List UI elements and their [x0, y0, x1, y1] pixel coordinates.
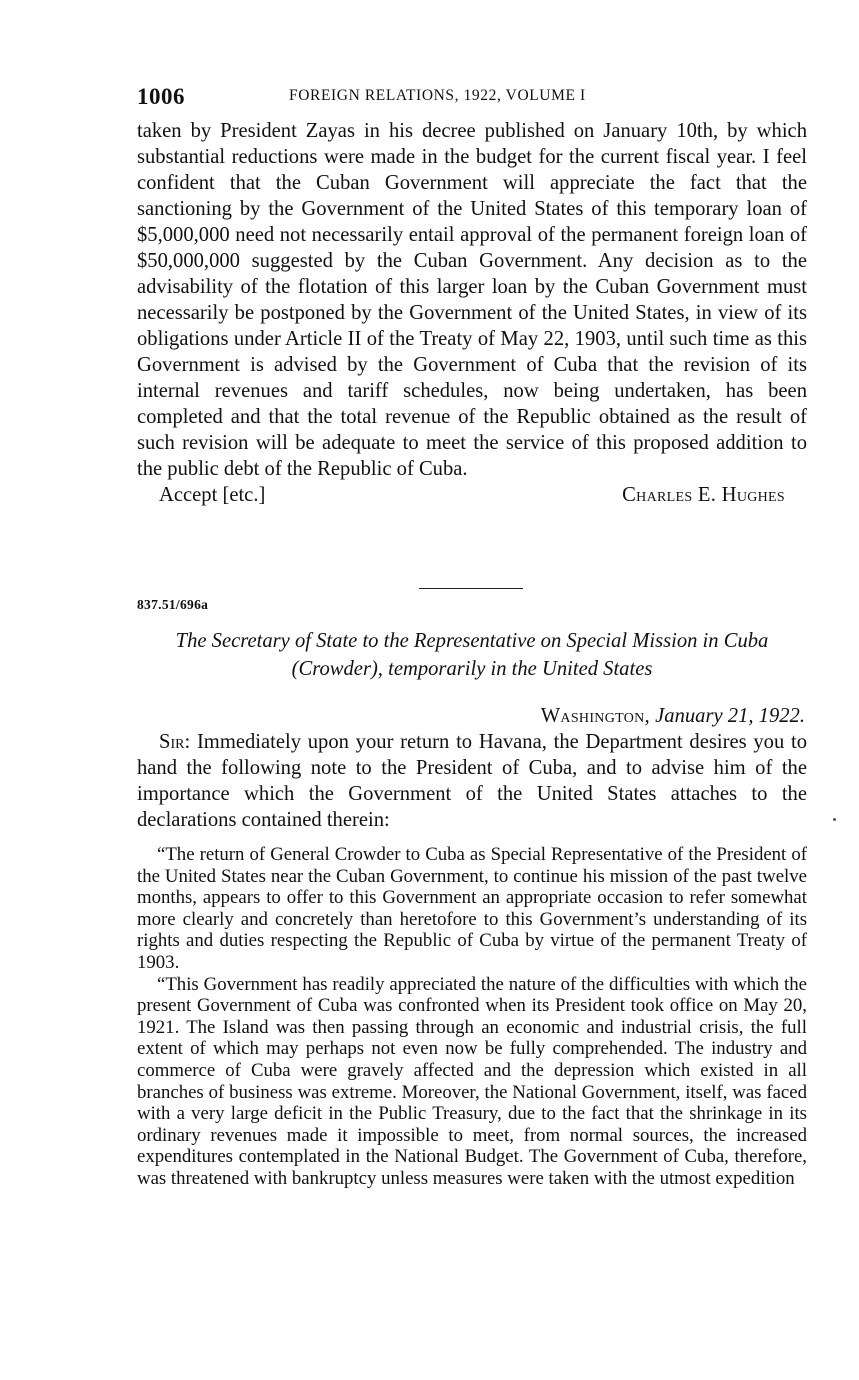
intro-paragraph	[137, 729, 807, 833]
running-head	[137, 84, 807, 118]
note-paragraph: “This Government has readily appreciated the nature of the difficulties with which the present Government of Cuba was confronted when its President took office on May 20, 1921. The Island was then passing through an economic and industrial crisis, the full extent of which may perhaps not even now be fully comprehended. The industry and commerce of Cuba were gravely affected and the depression which existed in all branches of business was extreme. Moreover, the National Government, itself, was faced with a very large deficit in the Public Treasury, due to the fact that the shrinkage in its ordinary revenues made it impossible to meet, from normal sources, the increased expenditures contemplated in the National Budget. The Government of Cuba, therefore, was threatened with bankruptcy unless measures were taken with the utmost expedition	[137, 973, 807, 1189]
intro-text: Immediately upon your return to Havana, the Department desires you to hand the following note to the President of Cuba, and to advise him of the importance which the Government of the United States attaches to the declarations contained therein:	[137, 731, 808, 831]
dateline-place: Washington,	[540, 705, 650, 727]
note-paragraph: “The return of General Crowder to Cuba as Special Representative of the President of the United States near the Cuban Government, to continue his mission of the past twelve months, appears to offer to this Government an appropriate occasion to refer somewhat more clearly and concretely than heretofore to this Government’s understanding of its rights and duties respecting the Republic of Cuba by virtue of the permanent Treaty of 1903.	[137, 844, 807, 973]
previous-document-paragraph: taken by President Zayas in his decree published on January 10th, by which substantial reductions were made in the budget for the current fiscal year. I feel confident that the Cuban Government will appreciate the fact that the sanctioning by the Government of the United States of this temporary loan of $5,000,000 need not necessarily entail approval of the permanent foreign loan of $50,000,000 suggested by the Cuban Government. Any decision as to the advisability of the flotation of this larger loan by the Cuban Government must necessarily be postponed by the Government of the United States, in view of its obligations under Article II of the Treaty of May 22, 1903, until such time as this Government is advised by the Government of Cuba that the revision of its internal revenues and tariff schedules, now being undertaken, has been completed and that the total revenue of the Republic obtained as the result of such revision will be adequate to meet the service of this proposed addition to the public debt of the Republic of Cuba.	[137, 120, 807, 480]
document-title: The Secretary of State to the Representative on Special Mission in Cuba (Crowder), temporarily in the United States	[175, 630, 769, 680]
page	[137, 84, 808, 1189]
closing-line	[137, 482, 807, 510]
salutation: Sir:	[159, 731, 191, 753]
signature: Charles E. Hughes	[622, 484, 785, 506]
dateline-date: January 21, 1922.	[655, 705, 805, 727]
margin-mark	[833, 818, 836, 821]
closing-formula: Accept [etc.]	[159, 484, 266, 506]
page-number: 1006	[137, 84, 185, 109]
quoted-note	[137, 844, 807, 1190]
running-title: FOREIGN RELATIONS, 1922, VOLUME I	[289, 87, 586, 104]
dateline	[541, 703, 805, 729]
file-number: 837.51/696a	[137, 597, 209, 612]
section-divider	[419, 588, 523, 589]
